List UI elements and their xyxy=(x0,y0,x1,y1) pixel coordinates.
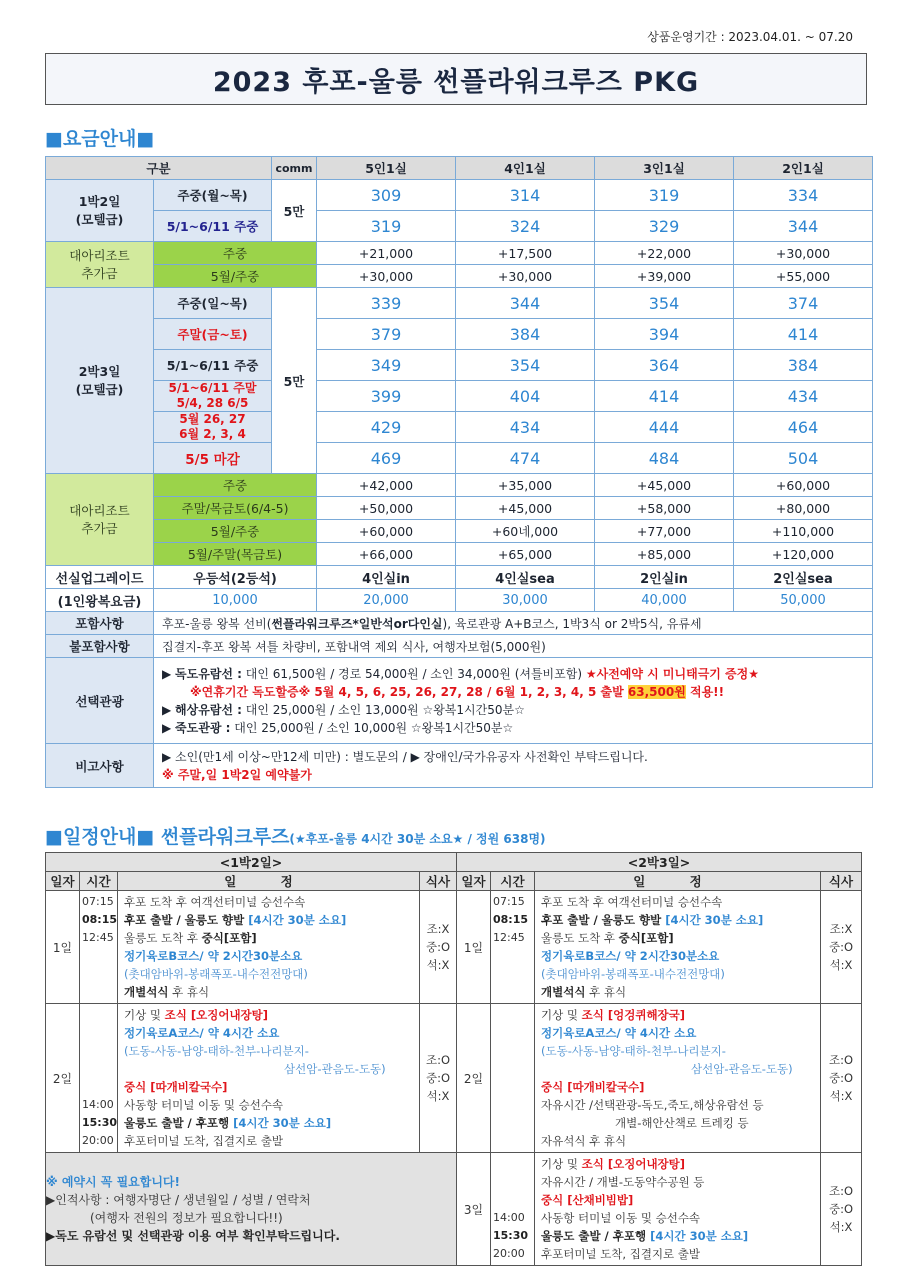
col-meal: 식사 xyxy=(821,872,862,891)
price-cell: 414 xyxy=(734,319,873,350)
include-row xyxy=(46,612,873,635)
col-time: 시간 xyxy=(80,872,118,891)
price-cell: 314 xyxy=(456,180,595,211)
upgrade-label-sub: (1인왕복요금) xyxy=(46,589,154,612)
col-day: 일자 xyxy=(457,872,491,891)
price-cell: 319 xyxy=(317,211,456,242)
price-cell: 384 xyxy=(456,319,595,350)
header-5in: 5인1실 xyxy=(317,157,456,180)
price-cell: +58,000 xyxy=(595,497,734,520)
price-cell: 379 xyxy=(317,319,456,350)
group-1n2d: 1박2일 (모텔급) xyxy=(46,180,154,242)
time-cell: 14:00 15:30 20:00 xyxy=(491,1153,535,1266)
header-3in: 3인1실 xyxy=(595,157,734,180)
upgrade-name: 4인실sea xyxy=(456,566,595,589)
table-row xyxy=(46,497,873,520)
price-cell: 344 xyxy=(456,288,595,319)
price-cell: +22,000 xyxy=(595,242,734,265)
price-cell: 319 xyxy=(595,180,734,211)
price-cell: +45,000 xyxy=(595,474,734,497)
time-cell: 07:15 08:15 12:45 xyxy=(80,891,118,1004)
price-cell: +30,000 xyxy=(317,265,456,288)
price-cell: +60네,000 xyxy=(456,520,595,543)
remarks-label: 비고사항 xyxy=(46,744,154,788)
schedule-col-header xyxy=(46,872,862,891)
plan-cell: 후포 도착 후 여객선터미널 승선수속 후포 출발 / 울릉도 향발 [4시간 30분 소요] 울릉도 도착 후 중식[포함] 정기육로B코스/ 약 2시간30분소요 (촛대암바위-봉래폭포-내수전전망대) 개별석식 후 휴식 xyxy=(118,891,420,1004)
table-row xyxy=(46,412,873,443)
price-cell: +120,000 xyxy=(734,543,873,566)
price-cell: +60,000 xyxy=(317,520,456,543)
price-cell: 434 xyxy=(456,412,595,443)
exclude-row xyxy=(46,635,873,658)
table-row xyxy=(46,319,873,350)
remarks-text: ▶ 소인(만1세 이상~만12세 미만) : 별도문의 / ▶ 장애인/국가유공자 사전확인 부탁드립니다. ※ 주말,일 1박2일 예약불가 xyxy=(154,744,873,788)
price-cell: 344 xyxy=(734,211,873,242)
price-cell: 349 xyxy=(317,350,456,381)
price-cell: 374 xyxy=(734,288,873,319)
header-1n2d: <1박2일> xyxy=(46,853,457,872)
table-row xyxy=(46,443,873,474)
price-cell: +30,000 xyxy=(734,242,873,265)
row-label: 5/1~6/11 주중 xyxy=(154,211,272,242)
row-label: 5/1~6/11 주중 xyxy=(154,350,272,381)
col-meal: 식사 xyxy=(420,872,457,891)
plan-cell: 후포 도착 후 여객선터미널 승선수속 후포 출발 / 울릉도 향발 [4시간 30분 소요] 울릉도 도착 후 중식[포함] 정기육로B코스/ 약 2시간30분소요 (촛대암바위-봉래폭포-내수전전망대) 개별석식 후 휴식 xyxy=(535,891,821,1004)
price-cell: +77,000 xyxy=(595,520,734,543)
row-label: 5월/주중 xyxy=(154,520,317,543)
upgrade-label: 선실업그레이드 xyxy=(46,566,154,589)
row-label: 주중 xyxy=(154,242,317,265)
upgrade-price: 10,000 xyxy=(154,589,317,612)
price-cell: 324 xyxy=(456,211,595,242)
price-table xyxy=(45,156,873,788)
price-cell: +17,500 xyxy=(456,242,595,265)
header-category: 구분 xyxy=(46,157,272,180)
meal-cell: 조:O 중:O 석:X xyxy=(420,1004,457,1153)
price-cell: 484 xyxy=(595,443,734,474)
price-cell: 354 xyxy=(456,350,595,381)
meal-cell: 조:X 중:O 석:X xyxy=(821,891,862,1004)
price-cell: +45,000 xyxy=(456,497,595,520)
table-row xyxy=(46,520,873,543)
table-row xyxy=(46,180,873,211)
price-cell: 334 xyxy=(734,180,873,211)
comm-1n2d: 5만 xyxy=(272,180,317,242)
row-label: 주말/목금토(6/4-5) xyxy=(154,497,317,520)
price-cell: 394 xyxy=(595,319,734,350)
price-cell: 384 xyxy=(734,350,873,381)
price-cell: 414 xyxy=(595,381,734,412)
upgrade-price: 30,000 xyxy=(456,589,595,612)
header-2in: 2인1실 xyxy=(734,157,873,180)
meal-cell: 조:X 중:O 석:X xyxy=(420,891,457,1004)
page-title: 2023 후포-울릉 썬플라워크루즈 PKG xyxy=(212,66,700,98)
row-label: 주중(일~목) xyxy=(154,288,272,319)
table-row xyxy=(46,288,873,319)
schedule-row-day2 xyxy=(46,1004,862,1153)
upgrade-prices-row xyxy=(46,589,873,612)
reservation-note: ※ 예약시 꼭 필요합니다! ▶인적사항 : 여행자명단 / 생년월일 / 성별 / 연락처 (여행자 전원의 정보가 필요합니다!!) ▶독도 유람선 및 선택관광 이용 여부 확인부탁드립니다. xyxy=(46,1153,457,1266)
time-cell: 07:15 08:15 12:45 xyxy=(491,891,535,1004)
table-row xyxy=(46,381,873,412)
upgrade-price: 40,000 xyxy=(595,589,734,612)
upgrade-name: 4인실in xyxy=(317,566,456,589)
include-label: 포함사항 xyxy=(46,612,154,635)
row-label: 주말(금~토) xyxy=(154,319,272,350)
group-resort-1: 대아리조트 추가금 xyxy=(46,242,154,288)
price-cell: +50,000 xyxy=(317,497,456,520)
plan-cell: 기상 및 조식 [엉겅퀴해장국] 정기육로A코스/ 약 4시간 소요 (도동-사동-남양-태하-천부-나리분지- 삼선암-관음도-도동) 중식 [따개비칼국수] 자유시간 /선택관광-독도,죽도,해상유람선 등 개별-해안산책로 트레킹 등 자유석식 후 휴식 xyxy=(535,1004,821,1153)
meal-cell: 조:O 중:O 석:X xyxy=(821,1153,862,1266)
upgrade-name: 2인실in xyxy=(595,566,734,589)
table-row xyxy=(46,474,873,497)
plan-cell: 기상 및 조식 [오징어내장탕] 자유시간 / 개별-도동약수공원 등 중식 [산채비빔밥] 사동항 터미널 이동 및 승선수속 울릉도 출발 / 후포행 [4시간 30분 소요] 후포터미널 도착, 집결지로 출발 xyxy=(535,1153,821,1266)
row-label: 주중(월~목) xyxy=(154,180,272,211)
price-cell: +60,000 xyxy=(734,474,873,497)
table-row xyxy=(46,265,873,288)
col-plan: 일 정 xyxy=(535,872,821,891)
schedule-row-day1 xyxy=(46,891,862,1004)
time-cell xyxy=(491,1004,535,1153)
schedule-group-header xyxy=(46,853,862,872)
group-resort-2: 대아리조트 추가금 xyxy=(46,474,154,566)
price-cell: +42,000 xyxy=(317,474,456,497)
price-cell: +110,000 xyxy=(734,520,873,543)
price-cell: 469 xyxy=(317,443,456,474)
comm-2n3d: 5만 xyxy=(272,288,317,474)
meal-cell: 조:O 중:O 석:X xyxy=(821,1004,862,1153)
header-4in: 4인1실 xyxy=(456,157,595,180)
price-cell: 309 xyxy=(317,180,456,211)
row-label: 5월 26, 27 6월 2, 3, 4 xyxy=(154,412,272,443)
table-row xyxy=(46,211,873,242)
price-cell: 464 xyxy=(734,412,873,443)
day-label: 3일 xyxy=(457,1153,491,1266)
upgrade-price: 50,000 xyxy=(734,589,873,612)
table-row xyxy=(46,242,873,265)
operation-period: 상품운영기간 : 2023.04.01. ~ 07.20 xyxy=(647,30,853,44)
optional-label: 선택관광 xyxy=(46,658,154,744)
table-row xyxy=(46,543,873,566)
day-label: 2일 xyxy=(46,1004,80,1153)
schedule-row-day3 xyxy=(46,1153,862,1266)
schedule-section-title: ■일정안내■ 썬플라워크루즈(★후포-울릉 4시간 30분 소요★ / 정원 638명) xyxy=(45,826,546,848)
day-label: 2일 xyxy=(457,1004,491,1153)
optional-text: ▶ 독도유람선 : 대인 61,500원 / 경로 54,000원 / 소인 34,000원 (셔틀비포함) ★사전예약 시 미니태극기 증정★ ※연휴기간 독도할증※ 5월 4, 5, 6, 25, 26, 27, 28 / 6월 1, 2, 3, 4, 5 출발 63,500원 적용!! ▶ 해상유람선 : 대인 25,000원 / 소인 13,000원 ☆왕복1시간50분☆ ▶ 죽도관광 : 대인 25,000원 / 소인 10,000원 ☆왕복1시간50분☆ xyxy=(154,658,873,744)
price-cell: +66,000 xyxy=(317,543,456,566)
price-cell: 434 xyxy=(734,381,873,412)
price-cell: 444 xyxy=(595,412,734,443)
schedule-table xyxy=(45,852,862,1266)
price-cell: 404 xyxy=(456,381,595,412)
row-label: 5월/주말(목금토) xyxy=(154,543,317,566)
col-time: 시간 xyxy=(491,872,535,891)
row-label: 5/1~6/11 주말 5/4, 28 6/5 xyxy=(154,381,272,412)
price-cell: 329 xyxy=(595,211,734,242)
group-2n3d: 2박3일 (모텔급) xyxy=(46,288,154,474)
table-row xyxy=(46,350,873,381)
price-cell: +55,000 xyxy=(734,265,873,288)
header-comm: comm xyxy=(272,157,317,180)
day-label: 1일 xyxy=(457,891,491,1004)
include-text: 후포-울릉 왕복 선비(썬플라워크루즈*일반석or다인실), 육로관광 A+B코스, 1박3식 or 2박5식, 유류세 xyxy=(154,612,873,635)
price-cell: 504 xyxy=(734,443,873,474)
price-cell: +39,000 xyxy=(595,265,734,288)
time-cell: 14:00 15:30 20:00 xyxy=(80,1004,118,1153)
upgrade-name: 2인실sea xyxy=(734,566,873,589)
title-banner xyxy=(45,53,867,105)
plan-cell: 기상 및 조식 [오징어내장탕] 정기육로A코스/ 약 4시간 소요 (도동-사동-남양-태하-천부-나리분지- 삼선암-관음도-도동) 중식 [따개비칼국수] 사동항 터미널 이동 및 승선수속 울릉도 출발 / 후포행 [4시간 30분 소요] 후포터미널 도착, 집결지로 출발 xyxy=(118,1004,420,1153)
price-cell: 364 xyxy=(595,350,734,381)
price-cell: +65,000 xyxy=(456,543,595,566)
price-cell: 474 xyxy=(456,443,595,474)
price-cell: 399 xyxy=(317,381,456,412)
day-label: 1일 xyxy=(46,891,80,1004)
price-cell: 429 xyxy=(317,412,456,443)
exclude-label: 불포함사항 xyxy=(46,635,154,658)
upgrade-names-row xyxy=(46,566,873,589)
price-header-row xyxy=(46,157,873,180)
row-label: 5월/주중 xyxy=(154,265,317,288)
price-cell: 354 xyxy=(595,288,734,319)
price-cell: 339 xyxy=(317,288,456,319)
price-cell: +21,000 xyxy=(317,242,456,265)
upgrade-price: 20,000 xyxy=(317,589,456,612)
header-2n3d: <2박3일> xyxy=(457,853,862,872)
price-cell: +30,000 xyxy=(456,265,595,288)
price-cell: +80,000 xyxy=(734,497,873,520)
price-cell: +85,000 xyxy=(595,543,734,566)
price-cell: +35,000 xyxy=(456,474,595,497)
remarks-row xyxy=(46,744,873,788)
upgrade-name: 우등석(2등석) xyxy=(154,566,317,589)
price-section-title: ■요금안내■ xyxy=(45,128,155,150)
optional-row xyxy=(46,658,873,744)
row-label: 주중 xyxy=(154,474,317,497)
col-plan: 일 정 xyxy=(118,872,420,891)
col-day: 일자 xyxy=(46,872,80,891)
row-label: 5/5 마감 xyxy=(154,443,272,474)
exclude-text: 집결지-후포 왕복 셔틀 차량비, 포함내역 제외 식사, 여행자보험(5,000원) xyxy=(154,635,873,658)
